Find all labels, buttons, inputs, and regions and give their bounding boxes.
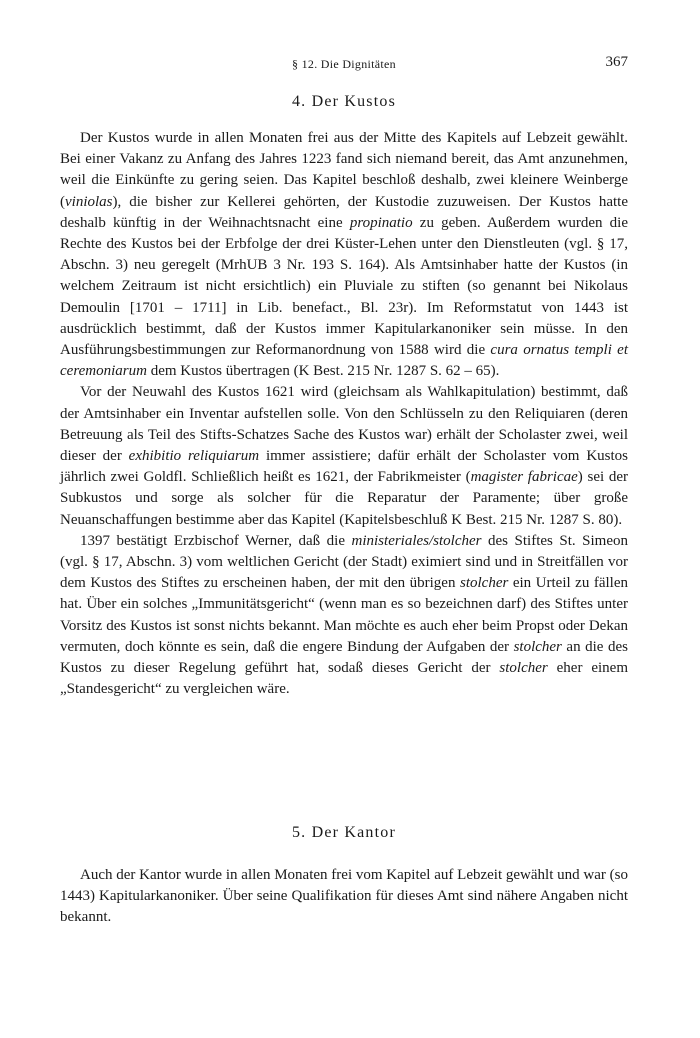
italic-term: ministeriales/stolcher	[351, 532, 482, 549]
paragraph	[60, 865, 628, 929]
page-number: 367	[605, 54, 628, 70]
text-run: ein Urteil zu fällen hat. Über ein solches „Immunitätsgericht“ (wenn man es so bezeichnen darf) des Stiftes unter Vorsitz des Kustos ist sonst nichts bekannt. Man möchte es auch eher beim Propst oder Dekan vermuten, doch könnte es sein, daß die engere Bindung der Aufgaben der	[60, 575, 628, 655]
section-body-kustos	[60, 128, 628, 700]
text-run: Auch der Kantor wurde in allen Monaten frei vom Kapitel auf Lebzeit gewählt und war (so 1443) Kapitularkanoniker. Über seine Qualifikation für dieses Amt sind nähere Angaben nicht bekannt.	[60, 867, 628, 926]
section-heading-kustos: 4. Der Kustos	[291, 93, 397, 110]
italic-term: stolcher	[499, 660, 548, 677]
text-run: 1397 bestätigt Erzbischof Werner, daß die	[80, 532, 352, 549]
paragraph	[60, 531, 628, 701]
italic-term: viniolas	[65, 193, 113, 210]
section-heading-kantor: 5. Der Kantor	[291, 824, 396, 841]
paragraph	[60, 128, 628, 382]
italic-term: stolcher	[513, 638, 562, 655]
text-run: immer assistiere; dafür erhält der Scholaster vom Kustos jährlich zwei Goldfl. Schließlich heißt es 1621, der Fabrikmeister (	[60, 448, 628, 486]
italic-term: magister fabricae	[470, 469, 578, 486]
text-run: ) sei der Subkustos und sorge als solcher für die Reparatur der Paramente; über große Neuanschaffungen bestimme aber das Kapitel (Kapitelsbeschluß K Best. 215 Nr. 1287 S. 80).	[60, 469, 629, 528]
italic-term: cura ornatus templi et ceremoniarum	[60, 342, 628, 380]
running-head	[60, 54, 628, 74]
text-run: Vor der Neuwahl des Kustos 1621 wird (gleichsam als Wahlkapitulation) bestimmt, daß der Amtsinhaber ein Inventar aufstellen solle. Von den Schlüsseln zu den Reliquiaren (deren Betreuung als Teil des Stifts-Schatzes Sache des Kustos war) erhält der Scholaster zwei, weil dieser der	[60, 384, 628, 465]
text-run: ), die bisher zur Kellerei gehörten, der Kustodie zuzuweisen. Der Kustos hatte deshalb künftig in der Weihnachtsnacht eine	[60, 193, 628, 231]
italic-term: propinatio	[349, 214, 413, 231]
section-body-kantor	[60, 865, 628, 929]
text-run: eher einem „Standesgericht“ zu vergleichen wäre.	[60, 660, 628, 698]
italic-term: stolcher	[459, 575, 509, 592]
text-run: an die des Kustos zu dieser Regelung geführt hat, sodaß dieses Gericht der	[60, 638, 628, 677]
text-run: dem Kustos übertragen (K Best. 215 Nr. 1287 S. 62 – 65).	[146, 363, 500, 380]
paragraph	[60, 382, 628, 530]
text-run: Der Kustos wurde in allen Monaten frei aus der Mitte des Kapitels auf Lebzeit gewählt. Bei einer Vakanz zu Anfang des Jahres 1223 fand sich niemand bereit, das Amt anzunehmen, weil die Einkünfte zu gering seien. Das Kapitel beschloß deshalb, zwei kleinere Weinberge (	[60, 130, 628, 210]
text-run: zu geben. Außerdem wurden die Rechte des Kustos bei der Erbfolge der drei Küster-Lehen unter den Dienstleuten (vgl. § 17, Abschn. 3) neu geregelt (MrhUB 3 Nr. 193 S. 164). Als Amtsinhaber hatte der Kustos (in welchem Zeitraum ist nicht ersichtlich) ein Pluviale zu stiften (so genannt bei Nikolaus Demoulin [1701 – 1711] in Lib. benefact., Bl. 23r). Im Reformstatut von 1443 ist ausdrücklich bestimmt, daß der Kustos immer Kapitularkanoniker sein müsse. In den Ausführungsbestimmungen zur Reformanordnung von 1588 wird die	[60, 214, 628, 359]
italic-term: exhibitio reliquiarum	[128, 448, 260, 465]
text-run: des Stiftes St. Simeon (vgl. § 17, Abschn. 3) vom weltlichen Gericht (der Stadt) eximiert sind und in Streitfällen vor dem Kustos des Stiftes zu erscheinen haben, der mit den übrigen	[60, 532, 628, 592]
running-head-title: § 12. Die Dignitäten	[292, 57, 396, 71]
